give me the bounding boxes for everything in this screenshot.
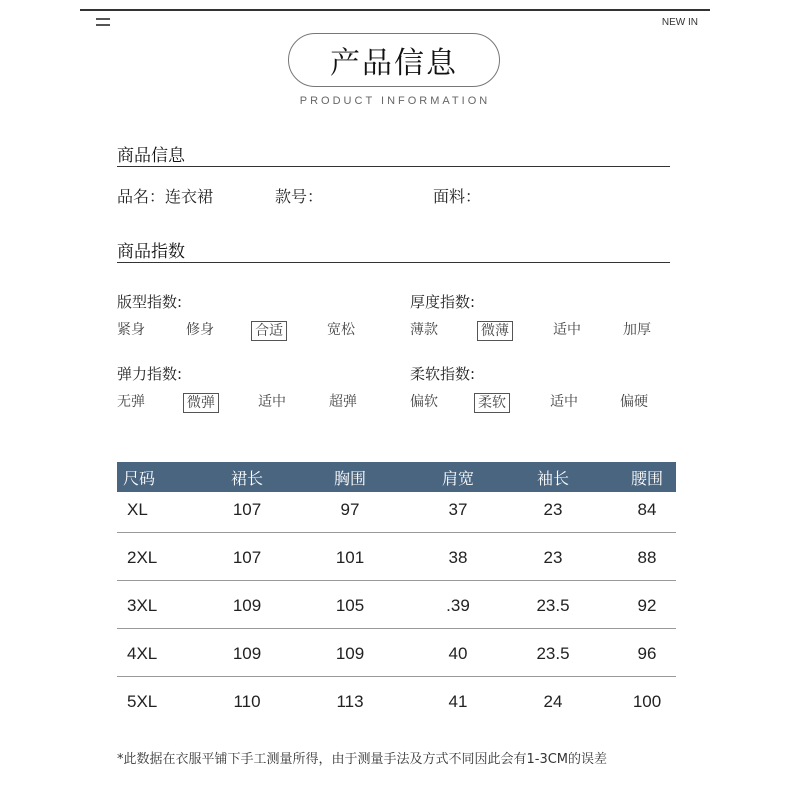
index-option-selected: 微薄: [477, 321, 513, 341]
menu-icon[interactable]: [96, 18, 110, 30]
row-divider: [117, 676, 676, 677]
index-label: 弹力指数:: [117, 365, 183, 383]
index-option: 紧身: [117, 322, 145, 338]
table-cell: 23: [543, 548, 563, 567]
index-option: 适中: [550, 394, 578, 410]
table-cell: 100: [632, 692, 662, 711]
divider: [117, 166, 670, 167]
table-cell: 41: [448, 692, 468, 711]
row-divider: [117, 580, 676, 581]
table-cell: 23.5: [536, 596, 570, 615]
column-header: 袖长: [536, 469, 569, 488]
table-cell: 109: [335, 644, 365, 663]
row-divider: [117, 532, 676, 533]
table-cell: 105: [335, 596, 365, 615]
top-divider: [80, 9, 710, 11]
page-subtitle: PRODUCT INFORMATION: [299, 95, 491, 107]
table-cell: 107: [232, 500, 262, 519]
table-cell: 40: [448, 644, 468, 663]
footnote: *此数据在衣服平铺下手工测量所得，由于测量手法及方式不同因此会有1-3CM的误差: [117, 752, 608, 767]
column-header: 腰围: [630, 469, 663, 488]
new-in-label: NEW IN: [661, 17, 698, 28]
page-title: 产品信息: [288, 33, 500, 87]
table-cell: 88: [637, 548, 657, 567]
table-cell: 97: [340, 500, 360, 519]
table-cell: 23: [543, 500, 563, 519]
index-option: 超弹: [329, 394, 357, 410]
table-cell: 109: [232, 644, 262, 663]
table-cell: 96: [637, 644, 657, 663]
index-option: 宽松: [327, 322, 355, 338]
table-cell: 24: [543, 692, 563, 711]
column-header: 胸围: [333, 469, 366, 488]
index-option-selected: 微弹: [183, 393, 219, 413]
table-cell: 107: [232, 548, 262, 567]
index-label: 厚度指数:: [410, 293, 476, 311]
index-option: 适中: [553, 322, 581, 338]
index-label: 柔软指数:: [410, 365, 476, 383]
index-option-selected: 柔软: [474, 393, 510, 413]
fabric: 面料：: [433, 187, 482, 206]
index-option: 加厚: [623, 322, 651, 338]
table-cell: 84: [637, 500, 657, 519]
table-cell: .39: [446, 596, 470, 615]
table-cell: 101: [335, 548, 365, 567]
index-option: 偏硬: [620, 394, 648, 410]
table-cell: 5XL: [127, 692, 158, 711]
table-cell: 3XL: [127, 596, 158, 615]
table-cell: 37: [448, 500, 468, 519]
table-cell: 109: [232, 596, 262, 615]
index-option: 适中: [258, 394, 286, 410]
table-cell: 2XL: [127, 548, 158, 567]
row-divider: [117, 628, 676, 629]
index-option: 修身: [186, 322, 214, 338]
column-header: 尺码: [123, 469, 156, 488]
table-cell: XL: [127, 500, 148, 519]
table-cell: 110: [233, 692, 261, 711]
index-heading: 商品指数: [117, 242, 185, 262]
column-header: 肩宽: [441, 469, 474, 488]
index-option: 无弹: [117, 394, 145, 410]
index-label: 版型指数:: [117, 293, 183, 311]
column-header: 裙长: [230, 469, 263, 488]
index-option: 薄款: [410, 322, 438, 338]
style-number: 款号：: [275, 187, 324, 206]
index-option-selected: 合适: [251, 321, 287, 341]
product-name: 品名：连衣裙: [117, 187, 214, 206]
goods-heading: 商品信息: [117, 146, 185, 166]
index-option: 偏软: [410, 394, 438, 410]
table-cell: 113: [336, 692, 364, 711]
divider: [117, 262, 670, 263]
table-cell: 23.5: [536, 644, 570, 663]
table-cell: 4XL: [127, 644, 158, 663]
table-cell: 38: [448, 548, 468, 567]
table-cell: 92: [637, 596, 657, 615]
